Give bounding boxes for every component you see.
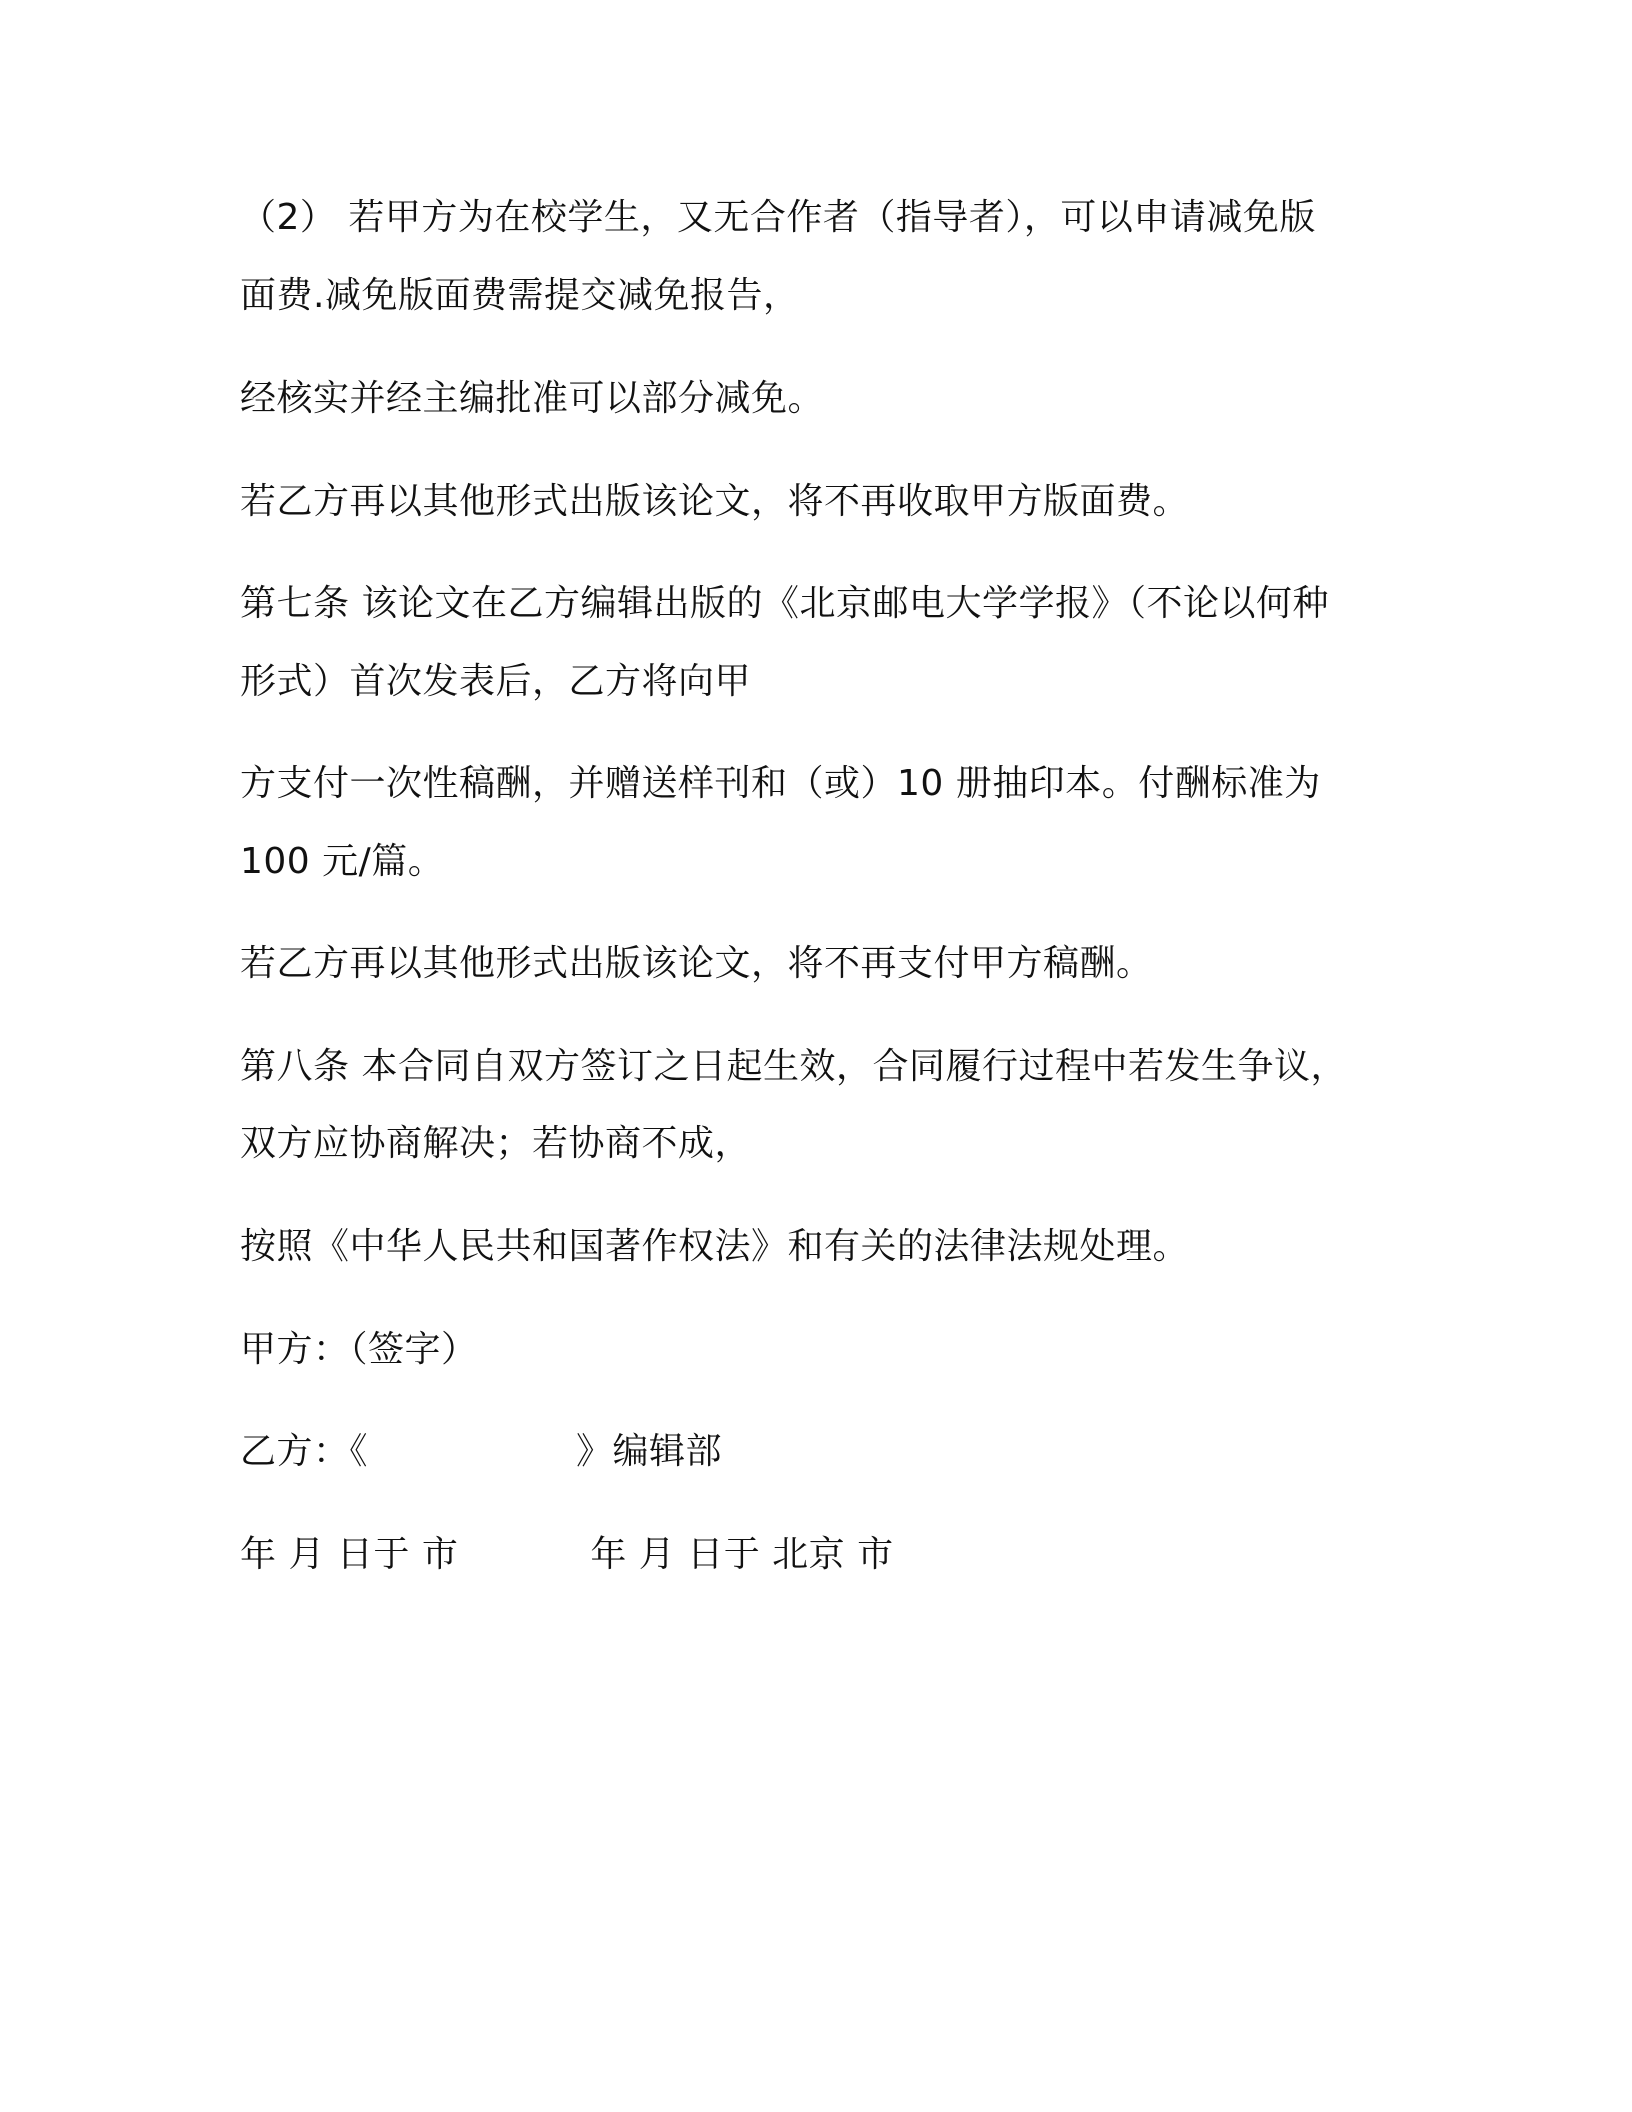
paragraph-line: 第八条 本合同自双方签订之日起生效，合同履行过程中若发生争议， [240,1046,1347,1087]
date-line [240,1533,894,1577]
paragraph-line: 按照《中华人民共和国著作权法》和有关的法律法规处理。 [240,1226,1190,1267]
paragraph-line: 面费.减免版面费需提交减免报告， [240,275,800,316]
paragraph-line: 若乙方再以其他形式出版该论文，将不再支付甲方稿酬。 [240,943,1153,984]
paragraph-line: 若乙方再以其他形式出版该论文，将不再收取甲方版面费。 [240,481,1190,522]
paragraph-line: 第七条 该论文在乙方编辑出版的《北京邮电大学学报》（不论以何种 [240,583,1329,624]
paragraph-line: 形式）首次发表后，乙方将向甲 [240,661,752,702]
paragraph-line: 双方应协商解决；若协商不成， [240,1123,752,1164]
party-b-closing: 》编辑部 [576,1431,723,1472]
date-left: 年 月 日于 市 [240,1534,459,1575]
party-a-signature-line: 甲方：（签字） [240,1329,478,1370]
party-b-label: 乙方：《 [240,1431,369,1472]
paragraph-line: （2） 若甲方为在校学生，又无合作者（指导者），可以申请减免版 [240,197,1316,238]
party-b-line [240,1430,722,1474]
date-right: 年 月 日于 北京 市 [590,1534,894,1575]
paragraph-line: 100 元/篇。 [240,841,445,882]
paragraph-line: 方支付一次性稿酬，并赠送样刊和（或）10 册抽印本。付酬标准为 [240,763,1321,804]
paragraph-line: 经核实并经主编批准可以部分减免。 [240,378,825,419]
